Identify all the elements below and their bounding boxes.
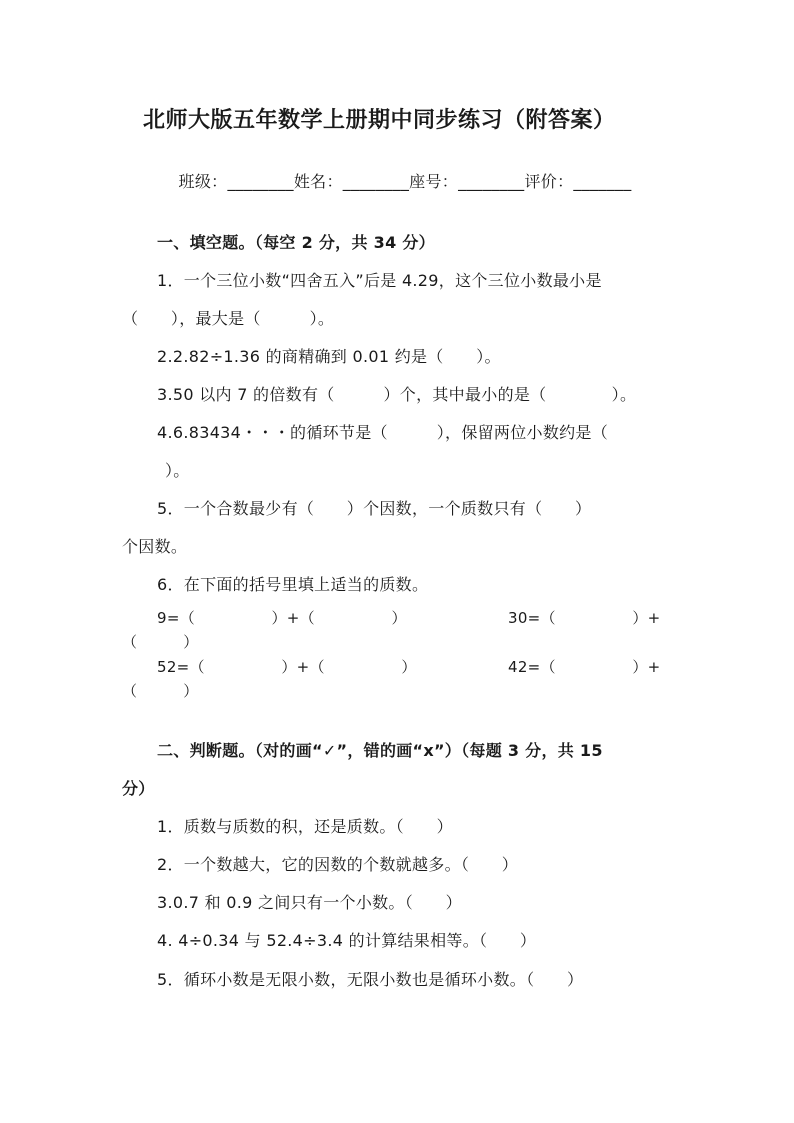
seat-label: 座号： (409, 172, 459, 191)
class-blank: ________ (227, 172, 294, 191)
s1-q4-line2: ）。 (165, 461, 190, 480)
section1-heading: 一、填空题。（每空 2 分，共 34 分） (157, 233, 435, 252)
class-label: 班级： (178, 172, 228, 191)
eval-label: 评价： (524, 172, 574, 191)
s1-q6-b: 30=（ ）+ (508, 609, 661, 627)
s2-q3: 3.0.7 和 0.9 之间只有一个小数。（ ） (157, 893, 462, 912)
s1-q2: 2.2.82÷1.36 的商精确到 0.01 约是（ ）。 (157, 347, 501, 366)
eval-blank: _______ (573, 172, 632, 191)
s1-q4-line1: 4.6.83434・・・的循环节是（ ），保留两位小数约是（ (157, 423, 609, 442)
s1-q6-b-cont: （ ） (122, 633, 199, 651)
page-title: 北师大版五年数学上册期中同步练习（附答案） (143, 108, 616, 133)
s1-q6: 6．在下面的括号里填上适当的质数。 (157, 575, 429, 594)
name-label: 姓名： (293, 172, 343, 191)
s1-q5-line1: 5．一个合数最少有（ ）个因数，一个质数只有（ ） (157, 499, 592, 518)
s1-q1-line2: （ ），最大是（ ）。 (122, 309, 335, 328)
student-info-row (157, 152, 632, 212)
section2-heading-line1: 二、判断题。（对的画“✓”，错的画“x”）（每题 3 分，共 15 (157, 741, 603, 760)
s2-q1: 1．质数与质数的积，还是质数。（ ） (157, 817, 453, 836)
name-blank: ________ (342, 172, 410, 191)
s2-q2: 2．一个数越大，它的因数的个数就越多。（ ） (157, 855, 519, 874)
s1-q3: 3.50 以内 7 的倍数有（ ）个，其中最小的是（ ）。 (157, 385, 637, 404)
seat-blank: ________ (458, 172, 525, 191)
s1-q6-d: 42=（ ）+ (508, 658, 661, 676)
s1-q5-line2: 个因数。 (122, 537, 188, 556)
s1-q6-a: 9=（ ）+（ ） (157, 609, 407, 627)
section2-heading-line2: 分） (122, 779, 155, 798)
s1-q6-d-cont: （ ） (122, 682, 199, 700)
s2-q4: 4. 4÷0.34 与 52.4÷3.4 的计算结果相等。（ ） (157, 931, 537, 950)
s1-q1-line1: 1．一个三位小数“四舍五入”后是 4.29，这个三位小数最小是 (157, 271, 602, 290)
s1-q6-c: 52=（ ）+（ ） (157, 658, 417, 676)
s2-q5: 5．循环小数是无限小数，无限小数也是循环小数。（ ） (157, 970, 584, 989)
